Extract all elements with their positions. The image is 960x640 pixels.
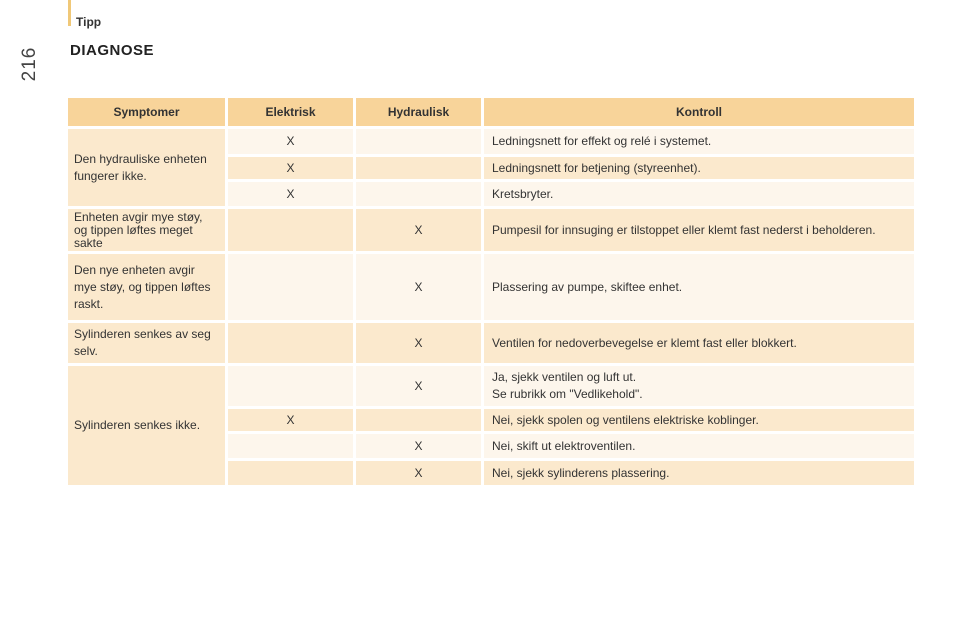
hydraulisk-cell: X bbox=[356, 323, 484, 363]
kontroll-cell: Nei, skift ut elektroventilen. bbox=[484, 434, 914, 458]
elektrisk-cell bbox=[228, 461, 356, 485]
elektrisk-cell bbox=[228, 366, 356, 406]
kontroll-cell: Ledningsnett for effekt og relé i systemet. bbox=[484, 129, 914, 154]
kontroll-cell: Nei, sjekk spolen og ventilens elektriske koblinger. bbox=[484, 409, 914, 431]
hydraulisk-cell: X bbox=[356, 461, 484, 485]
table-row bbox=[68, 323, 914, 363]
elektrisk-cell: X bbox=[228, 129, 356, 154]
section-tag: Tipp bbox=[76, 15, 102, 29]
table-row bbox=[68, 366, 914, 406]
hydraulisk-cell: X bbox=[356, 254, 484, 320]
kontroll-cell: Plassering av pumpe, skiftee enhet. bbox=[484, 254, 914, 320]
elektrisk-cell: X bbox=[228, 409, 356, 431]
symptom-cell: Sylinderen senkes av seg selv. bbox=[68, 323, 228, 363]
diagnosis-table bbox=[68, 95, 914, 488]
kontroll-cell: Ventilen for nedoverbevegelse er klemt fast eller blokkert. bbox=[484, 323, 914, 363]
symptom-cell: Sylinderen senkes ikke. bbox=[68, 366, 228, 485]
elektrisk-cell: X bbox=[228, 182, 356, 206]
table-row bbox=[68, 129, 914, 154]
kontroll-line: Se rubrikk om "Vedlikehold". bbox=[492, 387, 643, 401]
hydraulisk-cell: X bbox=[356, 434, 484, 458]
kontroll-cell bbox=[484, 366, 914, 406]
header-symptomer: Symptomer bbox=[68, 98, 228, 126]
kontroll-cell: Pumpesil for innsuging er tilstoppet eller klemt fast nederst i beholderen. bbox=[484, 209, 914, 251]
page-heading: DIAGNOSE bbox=[70, 42, 155, 59]
elektrisk-cell bbox=[228, 254, 356, 320]
table-row bbox=[68, 209, 914, 251]
hydraulisk-cell bbox=[356, 157, 484, 179]
section-accent-bar bbox=[68, 0, 71, 26]
table-header-row bbox=[68, 98, 914, 126]
kontroll-cell: Ledningsnett for betjening (styreenhet). bbox=[484, 157, 914, 179]
symptom-cell: Den hydrauliske enheten fungerer ikke. bbox=[68, 129, 228, 206]
kontroll-cell: Nei, sjekk sylinderens plassering. bbox=[484, 461, 914, 485]
symptom-cell: Den nye enheten avgir mye støy, og tippen løftes raskt. bbox=[68, 254, 228, 320]
kontroll-line: Ja, sjekk ventilen og luft ut. bbox=[492, 370, 637, 384]
elektrisk-cell bbox=[228, 323, 356, 363]
page-number: 216 bbox=[19, 46, 40, 82]
hydraulisk-cell: X bbox=[356, 209, 484, 251]
hydraulisk-cell bbox=[356, 182, 484, 206]
hydraulisk-cell bbox=[356, 129, 484, 154]
hydraulisk-cell: X bbox=[356, 366, 484, 406]
symptom-cell: Enheten avgir mye støy, og tippen løftes meget sakte bbox=[68, 209, 228, 251]
kontroll-cell: Kretsbryter. bbox=[484, 182, 914, 206]
elektrisk-cell bbox=[228, 434, 356, 458]
elektrisk-cell: X bbox=[228, 157, 356, 179]
hydraulisk-cell bbox=[356, 409, 484, 431]
header-hydraulisk: Hydraulisk bbox=[356, 98, 484, 126]
header-elektrisk: Elektrisk bbox=[228, 98, 356, 126]
elektrisk-cell bbox=[228, 209, 356, 251]
table-row bbox=[68, 254, 914, 320]
header-kontroll: Kontroll bbox=[484, 98, 914, 126]
